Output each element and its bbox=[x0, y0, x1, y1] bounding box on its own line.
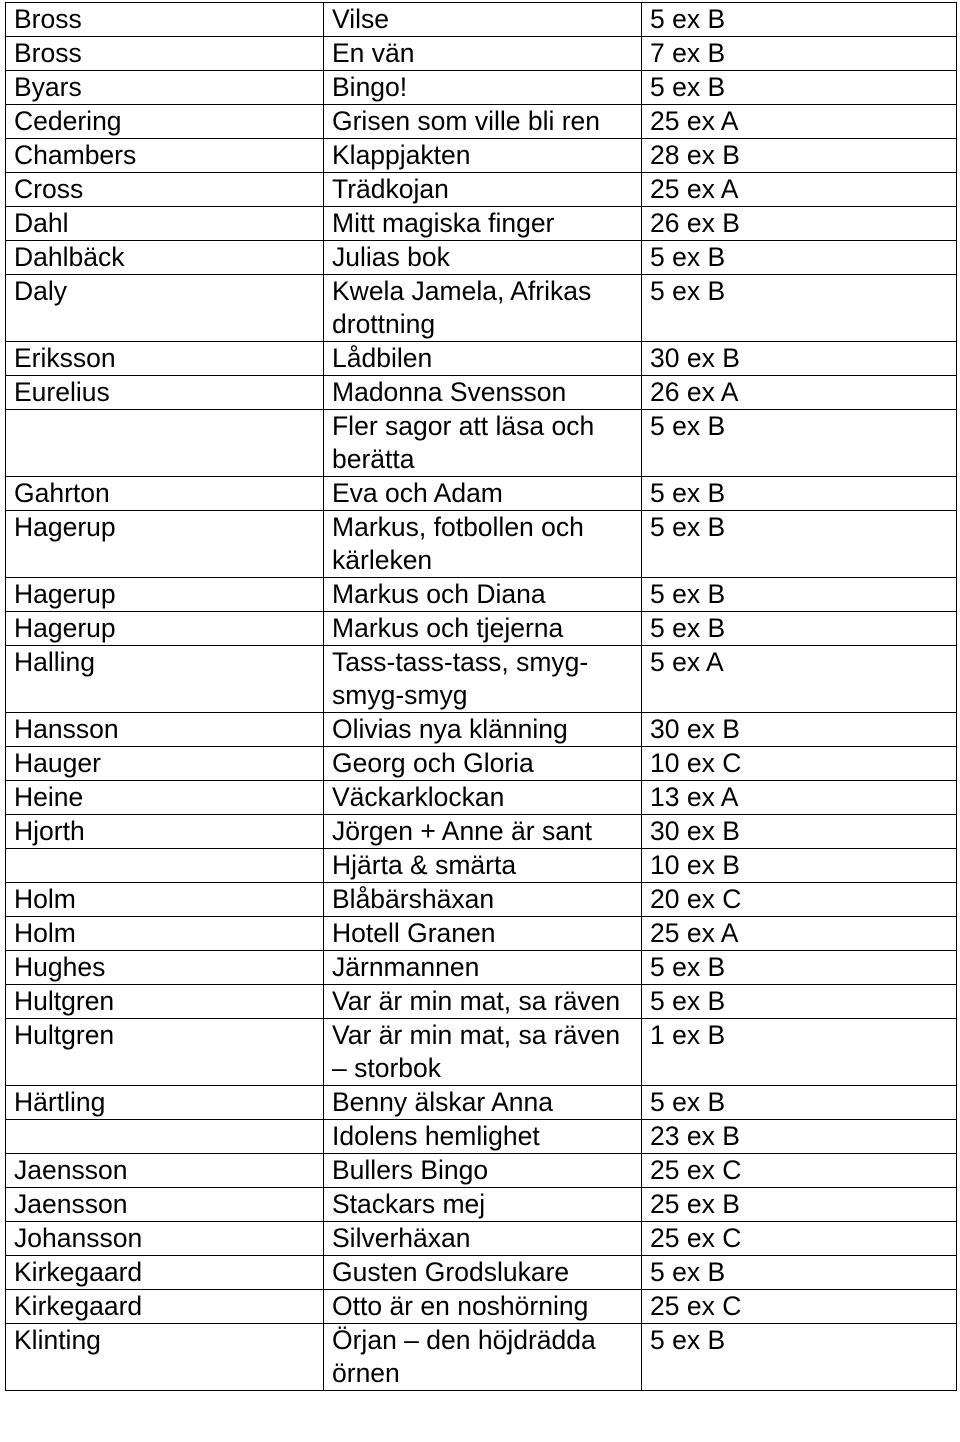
copies-cell: 23 ex B bbox=[642, 1120, 957, 1154]
title-cell: Markus, fotbollen och kärleken bbox=[324, 511, 642, 578]
title-cell: Silverhäxan bbox=[324, 1222, 642, 1256]
table-row bbox=[6, 37, 957, 71]
copies-cell: 5 ex B bbox=[642, 3, 957, 37]
copies-cell: 13 ex A bbox=[642, 781, 957, 815]
copies-cell: 30 ex B bbox=[642, 815, 957, 849]
copies-cell: 5 ex B bbox=[642, 241, 957, 275]
title-cell: Grisen som ville bli ren bbox=[324, 105, 642, 139]
title-cell: Markus och Diana bbox=[324, 578, 642, 612]
author-cell: Dahlbäck bbox=[6, 241, 324, 275]
author-cell: Hauger bbox=[6, 747, 324, 781]
author-cell: Gahrton bbox=[6, 477, 324, 511]
table-row bbox=[6, 883, 957, 917]
author-cell: Kirkegaard bbox=[6, 1290, 324, 1324]
copies-cell: 5 ex B bbox=[642, 1256, 957, 1290]
author-cell: Daly bbox=[6, 275, 324, 342]
title-cell: Madonna Svensson bbox=[324, 376, 642, 410]
table-row bbox=[6, 139, 957, 173]
author-cell: Hjorth bbox=[6, 815, 324, 849]
table-row bbox=[6, 3, 957, 37]
author-cell: Hultgren bbox=[6, 985, 324, 1019]
table-row bbox=[6, 1154, 957, 1188]
copies-cell: 20 ex C bbox=[642, 883, 957, 917]
title-cell: Örjan – den höjdrädda örnen bbox=[324, 1324, 642, 1391]
copies-cell: 25 ex A bbox=[642, 105, 957, 139]
table-row bbox=[6, 1188, 957, 1222]
author-cell: Holm bbox=[6, 883, 324, 917]
author-cell: Härtling bbox=[6, 1086, 324, 1120]
table-row bbox=[6, 1086, 957, 1120]
title-cell: Idolens hemlighet bbox=[324, 1120, 642, 1154]
table-row bbox=[6, 241, 957, 275]
author-cell: Hultgren bbox=[6, 1019, 324, 1086]
title-cell: Järnmannen bbox=[324, 951, 642, 985]
title-cell: Kwela Jamela, Afrikas drottning bbox=[324, 275, 642, 342]
author-cell: Johansson bbox=[6, 1222, 324, 1256]
author-cell: Halling bbox=[6, 646, 324, 713]
author-cell: Cedering bbox=[6, 105, 324, 139]
title-cell: Georg och Gloria bbox=[324, 747, 642, 781]
table-row bbox=[6, 985, 957, 1019]
table-row bbox=[6, 207, 957, 241]
title-cell: Tass-tass-tass, smyg-smyg-smyg bbox=[324, 646, 642, 713]
table-row bbox=[6, 376, 957, 410]
copies-cell: 5 ex B bbox=[642, 1086, 957, 1120]
title-cell: Gusten Grodslukare bbox=[324, 1256, 642, 1290]
table-row bbox=[6, 511, 957, 578]
copies-cell: 25 ex A bbox=[642, 173, 957, 207]
title-cell: Mitt magiska finger bbox=[324, 207, 642, 241]
author-cell: Byars bbox=[6, 71, 324, 105]
table-row bbox=[6, 815, 957, 849]
copies-cell: 1 ex B bbox=[642, 1019, 957, 1086]
title-cell: En vän bbox=[324, 37, 642, 71]
table-row bbox=[6, 849, 957, 883]
table-row bbox=[6, 1019, 957, 1086]
table-row bbox=[6, 105, 957, 139]
author-cell: Dahl bbox=[6, 207, 324, 241]
copies-cell: 5 ex B bbox=[642, 511, 957, 578]
copies-cell: 25 ex B bbox=[642, 1188, 957, 1222]
copies-cell: 5 ex B bbox=[642, 275, 957, 342]
author-cell bbox=[6, 849, 324, 883]
author-cell: Kirkegaard bbox=[6, 1256, 324, 1290]
copies-cell: 30 ex B bbox=[642, 713, 957, 747]
copies-cell: 5 ex B bbox=[642, 477, 957, 511]
table-row bbox=[6, 1222, 957, 1256]
copies-cell: 26 ex A bbox=[642, 376, 957, 410]
table-row bbox=[6, 173, 957, 207]
copies-cell: 5 ex B bbox=[642, 612, 957, 646]
author-cell: Hagerup bbox=[6, 612, 324, 646]
author-cell: Eurelius bbox=[6, 376, 324, 410]
author-cell: Hansson bbox=[6, 713, 324, 747]
copies-cell: 5 ex B bbox=[642, 71, 957, 105]
author-cell: Hagerup bbox=[6, 511, 324, 578]
copies-cell: 10 ex C bbox=[642, 747, 957, 781]
copies-cell: 25 ex C bbox=[642, 1222, 957, 1256]
title-cell: Lådbilen bbox=[324, 342, 642, 376]
title-cell: Olivias nya klänning bbox=[324, 713, 642, 747]
title-cell: Klappjakten bbox=[324, 139, 642, 173]
author-cell: Holm bbox=[6, 917, 324, 951]
author-cell: Jaensson bbox=[6, 1188, 324, 1222]
author-cell: Cross bbox=[6, 173, 324, 207]
table-row bbox=[6, 612, 957, 646]
author-cell bbox=[6, 1120, 324, 1154]
title-cell: Otto är en noshörning bbox=[324, 1290, 642, 1324]
copies-cell: 26 ex B bbox=[642, 207, 957, 241]
title-cell: Hotell Granen bbox=[324, 917, 642, 951]
title-cell: Bingo! bbox=[324, 71, 642, 105]
title-cell: Jörgen + Anne är sant bbox=[324, 815, 642, 849]
title-cell: Stackars mej bbox=[324, 1188, 642, 1222]
copies-cell: 5 ex B bbox=[642, 951, 957, 985]
table-row bbox=[6, 646, 957, 713]
title-cell: Markus och tjejerna bbox=[324, 612, 642, 646]
table-row bbox=[6, 342, 957, 376]
copies-cell: 5 ex A bbox=[642, 646, 957, 713]
table-row bbox=[6, 275, 957, 342]
author-cell: Bross bbox=[6, 3, 324, 37]
book-list-body bbox=[6, 3, 957, 1391]
title-cell: Julias bok bbox=[324, 241, 642, 275]
table-row bbox=[6, 71, 957, 105]
author-cell: Hagerup bbox=[6, 578, 324, 612]
title-cell: Bullers Bingo bbox=[324, 1154, 642, 1188]
title-cell: Vilse bbox=[324, 3, 642, 37]
copies-cell: 30 ex B bbox=[642, 342, 957, 376]
book-list-table bbox=[5, 2, 957, 1391]
author-cell: Jaensson bbox=[6, 1154, 324, 1188]
title-cell: Väckarklockan bbox=[324, 781, 642, 815]
table-row bbox=[6, 917, 957, 951]
table-row bbox=[6, 951, 957, 985]
author-cell: Heine bbox=[6, 781, 324, 815]
copies-cell: 5 ex B bbox=[642, 1324, 957, 1391]
copies-cell: 7 ex B bbox=[642, 37, 957, 71]
author-cell: Bross bbox=[6, 37, 324, 71]
title-cell: Trädkojan bbox=[324, 173, 642, 207]
table-row bbox=[6, 747, 957, 781]
table-row bbox=[6, 477, 957, 511]
title-cell: Hjärta & smärta bbox=[324, 849, 642, 883]
table-row bbox=[6, 1256, 957, 1290]
table-row bbox=[6, 1120, 957, 1154]
author-cell: Eriksson bbox=[6, 342, 324, 376]
table-row bbox=[6, 578, 957, 612]
copies-cell: 25 ex C bbox=[642, 1290, 957, 1324]
table-row bbox=[6, 1324, 957, 1391]
table-row bbox=[6, 410, 957, 477]
title-cell: Var är min mat, sa räven bbox=[324, 985, 642, 1019]
table-row bbox=[6, 781, 957, 815]
title-cell: Eva och Adam bbox=[324, 477, 642, 511]
copies-cell: 28 ex B bbox=[642, 139, 957, 173]
copies-cell: 25 ex C bbox=[642, 1154, 957, 1188]
title-cell: Benny älskar Anna bbox=[324, 1086, 642, 1120]
copies-cell: 25 ex A bbox=[642, 917, 957, 951]
copies-cell: 5 ex B bbox=[642, 578, 957, 612]
author-cell: Hughes bbox=[6, 951, 324, 985]
copies-cell: 5 ex B bbox=[642, 410, 957, 477]
copies-cell: 10 ex B bbox=[642, 849, 957, 883]
table-row bbox=[6, 1290, 957, 1324]
author-cell bbox=[6, 410, 324, 477]
author-cell: Klinting bbox=[6, 1324, 324, 1391]
title-cell: Fler sagor att läsa och berätta bbox=[324, 410, 642, 477]
title-cell: Blåbärshäxan bbox=[324, 883, 642, 917]
copies-cell: 5 ex B bbox=[642, 985, 957, 1019]
title-cell: Var är min mat, sa räven – storbok bbox=[324, 1019, 642, 1086]
table-row bbox=[6, 713, 957, 747]
author-cell: Chambers bbox=[6, 139, 324, 173]
